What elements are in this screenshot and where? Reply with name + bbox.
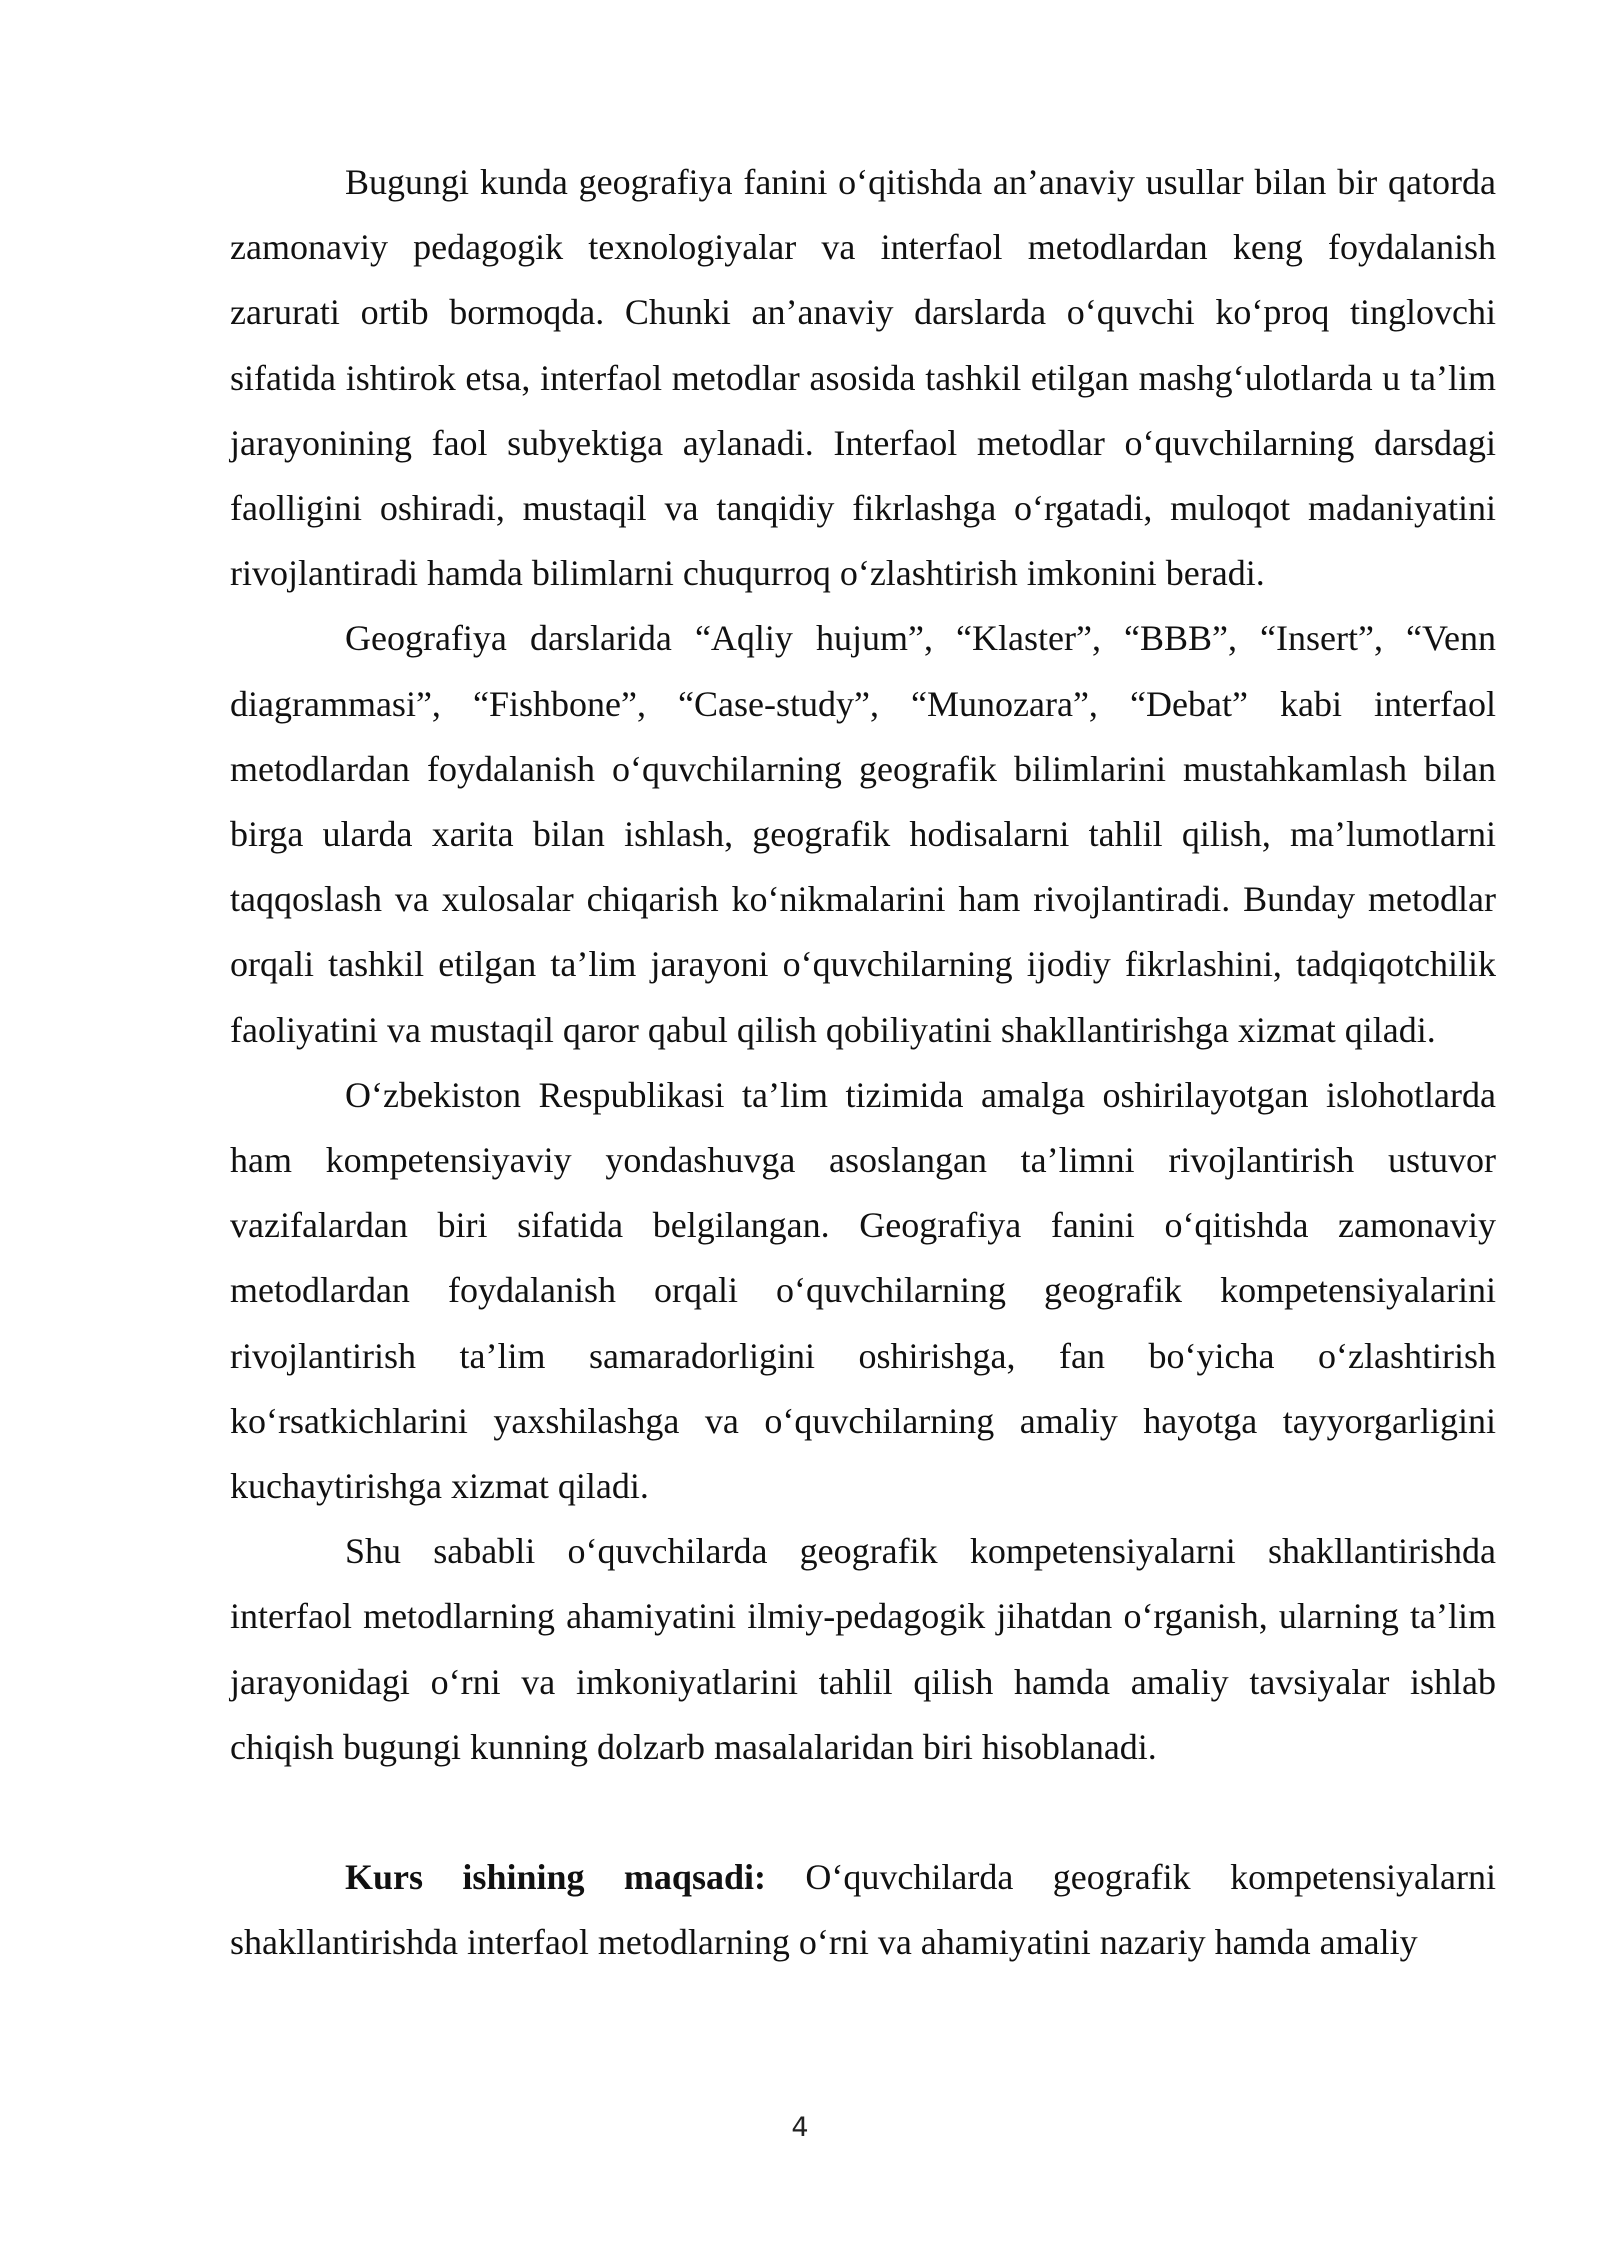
aim-paragraph	[230, 1845, 1496, 1975]
aim-label: Kurs ishining maqsadi:	[345, 1857, 766, 1898]
body-text	[230, 150, 1496, 1975]
aim-text: O‘quvchilarda geografik kompetensiyalarni shakllantirishda interfaol metodlarning o‘rni va ahamiyatini nazariy hamda amaliy	[230, 1857, 1496, 1963]
page-number: 4	[791, 2112, 809, 2143]
paragraph-3: O‘zbekiston Respublikasi ta’lim tizimida amalga oshirilayotgan islohotlarda ham kompetensiyaviy yondashuvga asoslangan ta’limni rivojlantirish ustuvor vazifalardan biri sifatida belgilangan. Geografiya fanini o‘qitishda zamonaviy metodlardan foydalanish orqali o‘quvchilarning geografik kompetensiyalarini rivojlantirish ta’lim samaradorligini oshirishga, fan bo‘yicha o‘zlashtirish ko‘rsatkichlarini yaxshilashga va o‘quvchilarning amaliy hayotga tayyorgarligini kuchaytirishga xizmat qiladi.	[230, 1074, 1496, 1507]
paragraph-1: Bugungi kunda geografiya fanini o‘qitishda an’anaviy usullar bilan bir qatorda zamonaviy pedagogik texnologiyalar va interfaol metodlardan keng foydalanish zarurati ortib bormoqda. Chunki an’anaviy darslarda o‘quvchi ko‘proq tinglovchi sifatida ishtirok etsa, interfaol metodlar asosida tashkil etilgan mashg‘ulotlarda u ta’lim jarayonining faol subyektiga aylanadi. Interfaol metodlar o‘quvchilarning darsdagi faolligini oshiradi, mustaqil va tanqidiy fikrlashga o‘rgatadi, muloqot madaniyatini rivojlantiradi hamda bilimlarni chuqurroq o‘zlashtirish imkonini beradi.	[230, 162, 1496, 594]
paragraph-2: Geografiya darslarida “Aqliy hujum”, “Klaster”, “BBB”, “Insert”, “Venn diagrammasi”, “Fishbone”, “Case-study”, “Munozara”, “Debat” kabi interfaol metodlardan foydalanish o‘quvchilarning geografik bilimlarini mustahkamlash bilan birga ularda xarita bilan ishlash, geografik hodisalarni tahlil qilish, ma’lumotlarni taqqoslash va xulosalar chiqarish ko‘nikmalarini ham rivojlantiradi. Bunday metodlar orqali tashkil etilgan ta’lim jarayoni o‘quvchilarning ijodiy fikrlashini, tadqiqotchilik faoliyatini va mustaqil qaror qabul qilish qobiliyatini shakllantirishga xizmat qiladi.	[230, 618, 1496, 1050]
paragraph-spacer	[230, 1780, 1496, 1845]
paragraph-4: Shu sababli o‘quvchilarda geografik kompetensiyalarni shakllantirishda interfaol metodlarning ahamiyatini ilmiy-pedagogik jihatdan o‘rganish, ularning ta’lim jarayonidagi o‘rni va imkoniyatlarini tahlil qilish hamda amaliy tavsiyalar ishlab chiqish bugungi kunning dolzarb masalalaridan biri hisoblanadi.	[230, 1531, 1496, 1767]
